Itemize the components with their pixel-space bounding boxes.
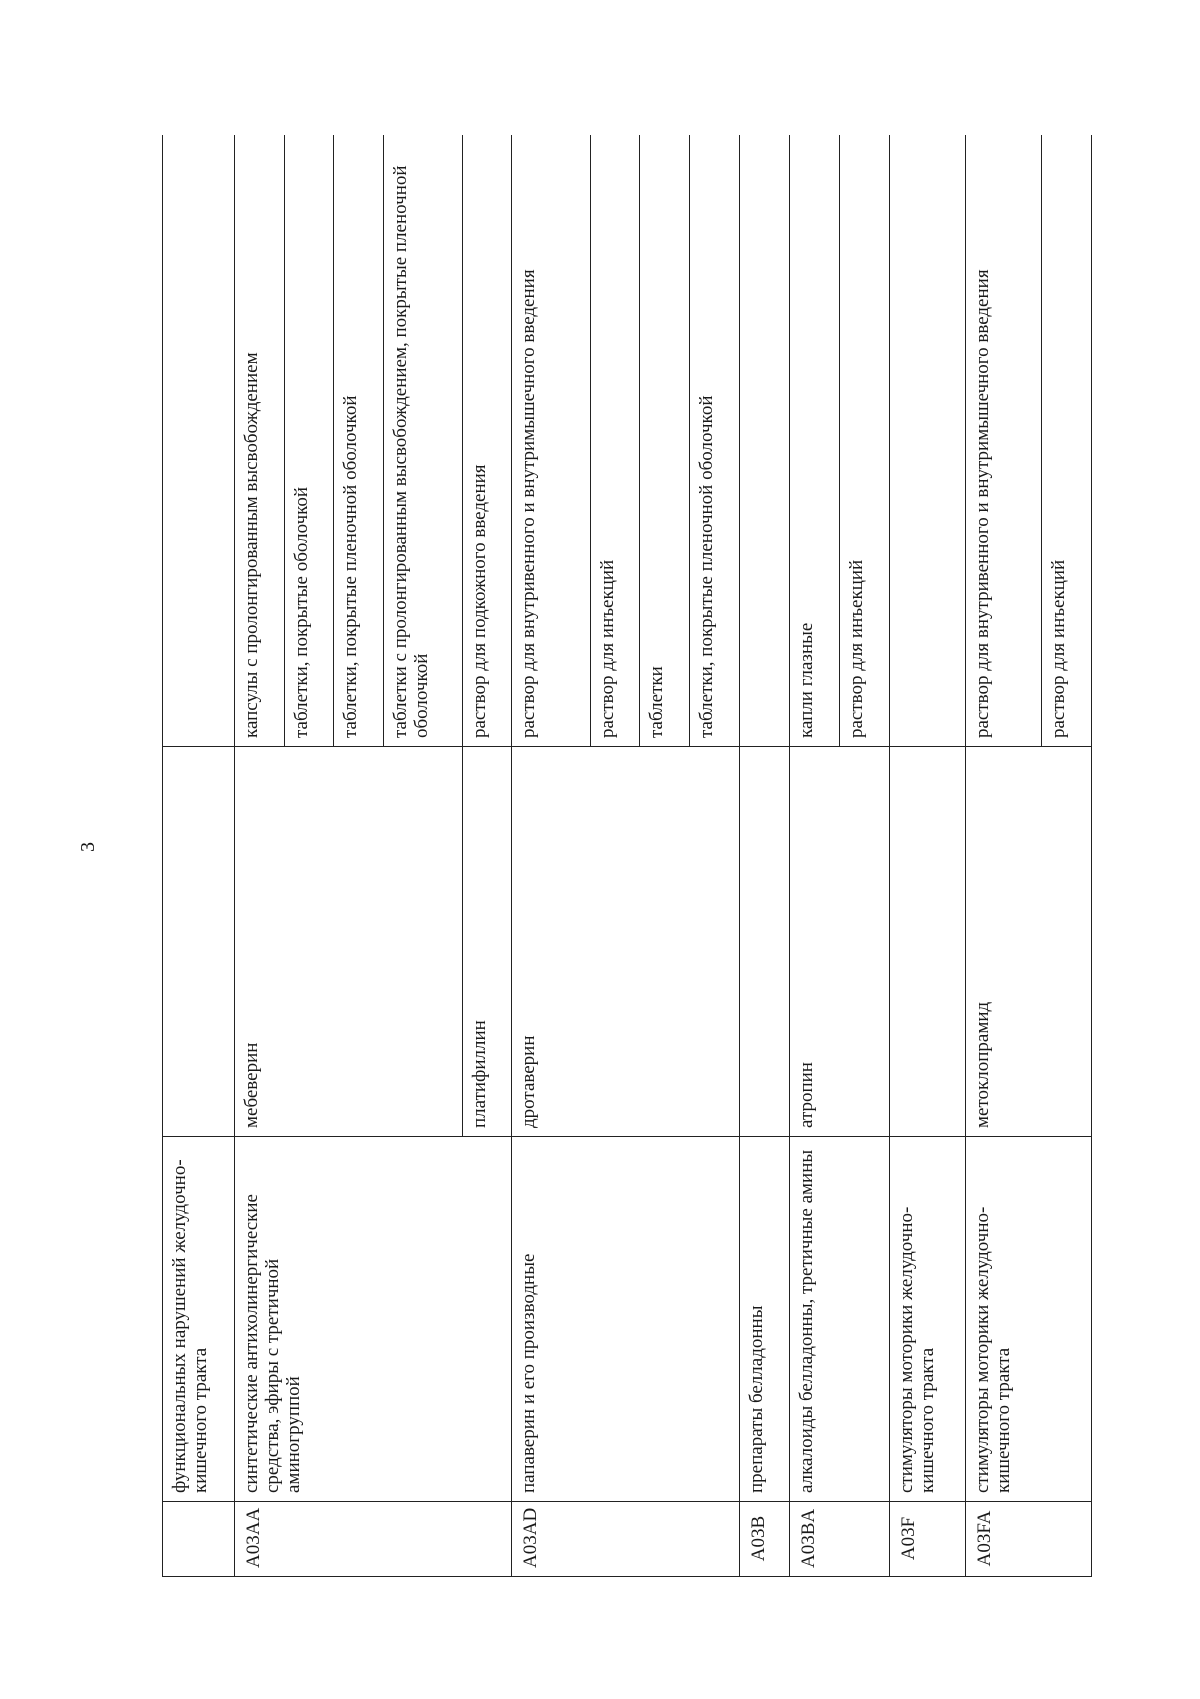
group-cell: папаверин и его производные	[512, 1137, 740, 1502]
table-row	[163, 135, 235, 1577]
form-cell	[740, 135, 790, 747]
drug-cell: метоклопрамид	[966, 747, 1092, 1137]
page-number: 3	[77, 842, 99, 852]
drug-cell: дротаверин	[512, 747, 740, 1137]
group-cell: синтетические антихолинергические средства, эфиры с третичной аминогруппой	[234, 1137, 512, 1502]
group-cell: функциональных нарушений желудочно-кишечного тракта	[163, 1137, 235, 1502]
form-cell: таблетки, покрытые оболочкой	[284, 135, 334, 747]
drug-table-frame	[162, 135, 1092, 1577]
form-cell	[163, 135, 235, 747]
atc-code-cell: A03AD	[512, 1502, 740, 1577]
drug-cell	[740, 747, 790, 1137]
group-cell: стимуляторы моторики желудочно-кишечного тракта	[890, 1137, 966, 1502]
group-cell: стимуляторы моторики желудочно-кишечного тракта	[966, 1137, 1092, 1502]
atc-code-cell: A03F	[890, 1502, 966, 1577]
group-cell: алкалоиды белладонны, третичные амины	[790, 1137, 890, 1502]
table-row	[966, 135, 1042, 1577]
form-cell: таблетки	[640, 135, 690, 747]
group-cell: препараты белладонны	[740, 1137, 790, 1502]
table-row	[790, 135, 840, 1577]
atc-code-cell: A03AA	[234, 1502, 512, 1577]
table-row	[740, 135, 790, 1577]
form-cell: таблетки, покрытые пленочной оболочкой	[334, 135, 384, 747]
form-cell: капсулы с пролонгированным высвобождением	[234, 135, 284, 747]
drug-cell: атропин	[790, 747, 890, 1137]
atc-code-cell: A03FA	[966, 1502, 1092, 1577]
form-cell: раствор для инъекций	[840, 135, 890, 747]
rotated-table-wrapper	[162, 135, 1092, 1577]
drug-cell	[890, 747, 966, 1137]
atc-code-cell: A03BA	[790, 1502, 890, 1577]
form-cell	[890, 135, 966, 747]
table-row	[234, 135, 284, 1577]
form-cell: раствор для инъекций	[590, 135, 640, 747]
form-cell: раствор для инъекций	[1042, 135, 1092, 747]
form-cell: таблетки с пролонгированным высвобождением, покрытые пленочной оболочкой	[384, 135, 462, 747]
form-cell: раствор для внутривенного и внутримышечного введения	[966, 135, 1042, 747]
atc-code-cell: A03B	[740, 1502, 790, 1577]
drug-classification-table	[162, 135, 1092, 1577]
drug-cell	[163, 747, 235, 1137]
drug-cell: платифиллин	[462, 747, 512, 1137]
form-cell: раствор для подкожного введения	[462, 135, 512, 747]
atc-code-cell	[163, 1502, 235, 1577]
table-row	[890, 135, 966, 1577]
form-cell: таблетки, покрытые пленочной оболочкой	[690, 135, 740, 747]
table-row	[512, 135, 590, 1577]
form-cell: раствор для внутривенного и внутримышечного введения	[512, 135, 590, 747]
form-cell: капли глазные	[790, 135, 840, 747]
drug-cell: мебеверин	[234, 747, 462, 1137]
